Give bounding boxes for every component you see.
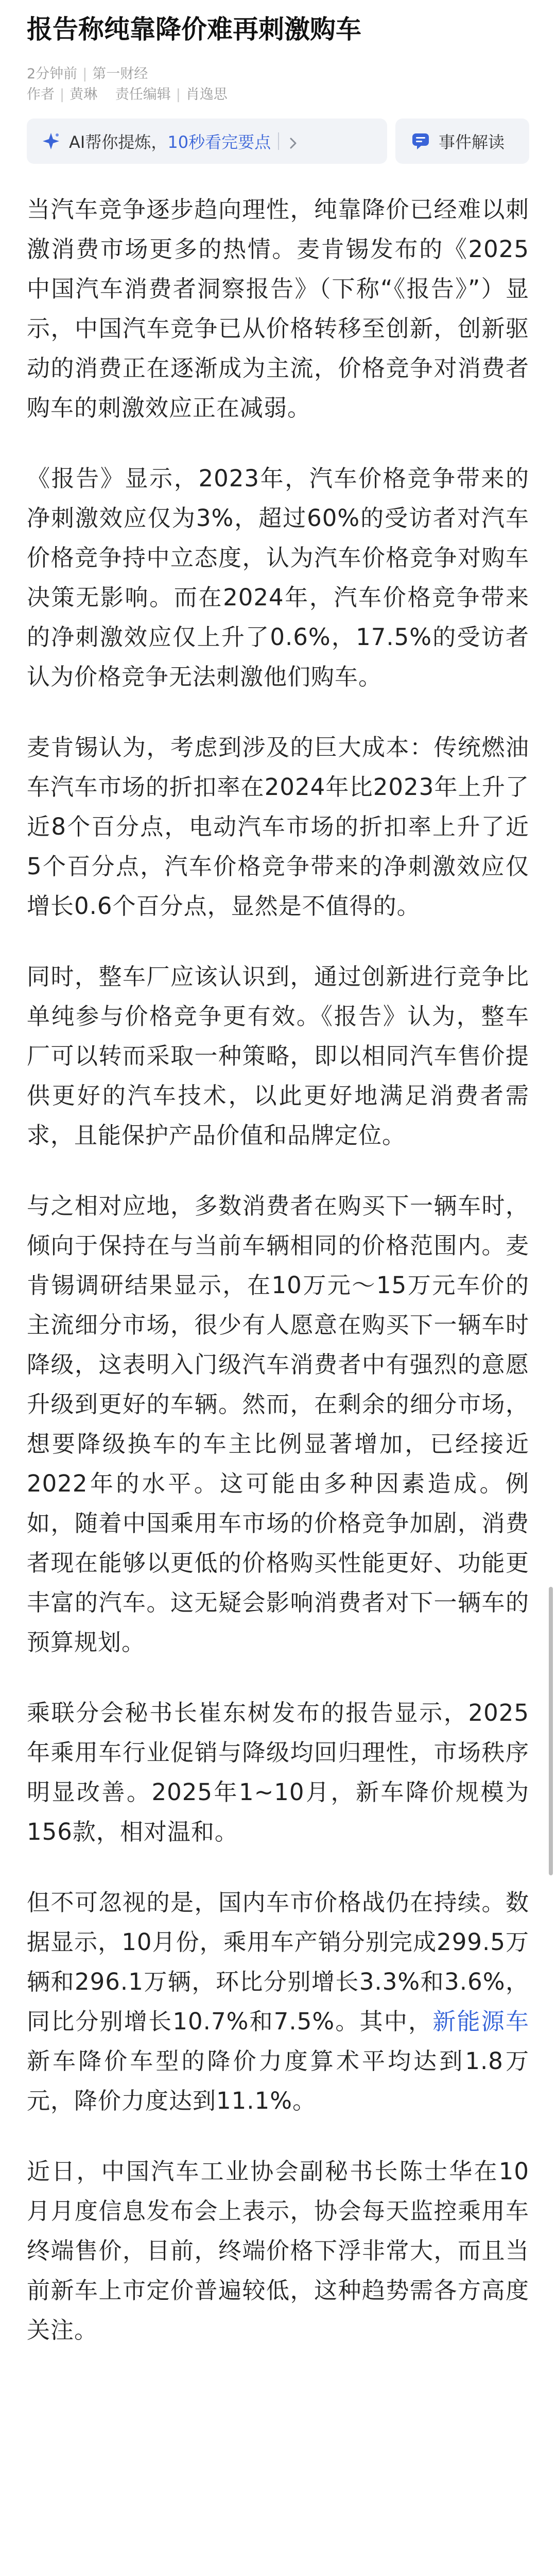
chevron-right-icon xyxy=(286,134,300,148)
meta-separator: | xyxy=(82,66,88,82)
event-interpretation-button[interactable] xyxy=(395,118,529,164)
paragraph-1: 当汽车竞争逐步趋向理性，纯靠降价已经难以刺激消费市场更多的热情。麦肯锡发布的《2025中国汽车消费者洞察报告》（下称“《报告》”）显示，中国汽车竞争已从价格转移至创新，创新驱动的消费正在逐渐成为主流，价格竞争对消费者购车的刺激效应正在减弱。 xyxy=(27,196,529,421)
chat-bubble-icon xyxy=(411,131,430,151)
ai-sparkle-icon xyxy=(41,131,61,151)
meta-separator: | xyxy=(60,87,65,103)
paragraph-5: 与之相对应地，多数消费者在购买下一辆车时，倾向于保持在与当前车辆相同的价格范围内。麦肯锡调研结果显示，在10万元～15万元车价的主流细分市场，很少有人愿意在购买下一辆车时降级，这表明入门级汽车消费者中有强烈的意愿升级到更好的车辆。然而，在剩余的细分市场，想要降级换车的车主比例显著增加，已经接近2022年的水平。这可能由多种因素造成。例如，随着中国乘用车市场的价格竞争加剧，消费者现在能够以更低的价格购买性能更好、功能更丰富的汽车。这无疑会影响消费者对下一辆车的预算规划。 xyxy=(27,1192,529,1656)
publish-time: 2分钟前 xyxy=(27,66,78,82)
paragraph-7-text-before: 但不可忽视的是，国内车市价格战仍在持续。数据显示，10月份，乘用车产销分别完成299.5万辆和296.1万辆，环比分别增长3.3%和3.6%，同比分别增长10.7%和7.5%。其中， xyxy=(27,1889,529,2035)
article-body xyxy=(0,164,556,2350)
article-header xyxy=(0,0,556,164)
paragraph-7 xyxy=(27,1883,529,2121)
article-actions xyxy=(27,118,529,164)
ai-summary-highlight: 10秒看完要点 xyxy=(167,132,271,152)
paragraph-8: 近日，中国汽车工业协会副秘书长陈士华在10月月度信息发布会上表示，协会每天监控乘用车终端售价，目前，终端价格下浮非常大，而且当前新车上市定价普遍较低，这种趋势需各方高度关注。 xyxy=(27,2158,529,2344)
paragraph-2: 《报告》显示，2023年，汽车价格竞争带来的净刺激效应仅为3%，超过60%的受访者对汽车价格竞争持中立态度，认为汽车价格竞争对购车决策无影响。而在2024年，汽车价格竞争带来的净刺激效应仅上升了0.6%，17.5%的受访者认为价格竞争无法刺激他们购车。 xyxy=(27,465,529,690)
editor-name: 肖逸思 xyxy=(185,87,228,103)
source-name[interactable]: 第一财经 xyxy=(92,66,148,82)
paragraph-3: 麦肯锡认为，考虑到涉及的巨大成本：传统燃油车汽车市场的折扣率在2024年比2023年上升了近8个百分点，电动汽车市场的折扣率上升了近5个百分点，汽车价格竞争带来的净刺激效应仅增长0.6个百分点，显然是不值得的。 xyxy=(27,734,529,920)
paragraph-6: 乘联分会秘书长崔东树发布的报告显示，2025年乘用车行业促销与降级均回归理性，市场秩序明显改善。2025年1~10月，新车降价规模为156款，相对温和。 xyxy=(27,1699,529,1845)
page-scrollbar[interactable] xyxy=(549,1587,553,1875)
author-label: 作者 xyxy=(27,87,55,103)
new-energy-vehicle-link[interactable]: 新能源车 xyxy=(432,2008,529,2035)
meta-line-credits xyxy=(27,84,529,105)
author-name: 黄琳 xyxy=(70,87,98,103)
article-title: 报告称纯靠降价难再刺激购车 xyxy=(27,14,361,44)
article-meta xyxy=(27,64,529,105)
meta-line-time-source xyxy=(27,64,529,84)
ai-summary-label: AI帮你提炼， xyxy=(69,132,168,152)
paragraph-4: 同时，整车厂应该认识到，通过创新进行竞争比单纯参与价格竞争更有效。《报告》认为，整车厂可以转而采取一种策略，即以相同汽车售价提供更好的汽车技术，以此更好地满足消费者需求，且能保护产品价值和品牌定位。 xyxy=(27,963,529,1149)
editor-label: 责任编辑 xyxy=(115,87,171,103)
pill-divider xyxy=(278,132,279,150)
ai-summary-button[interactable] xyxy=(27,118,387,164)
event-interpretation-label: 事件解读 xyxy=(439,132,505,152)
meta-separator: | xyxy=(176,87,181,103)
paragraph-7-text-after: 新车降价车型的降价力度算术平均达到1.8万元，降价力度达到11.1%。 xyxy=(27,2047,529,2114)
